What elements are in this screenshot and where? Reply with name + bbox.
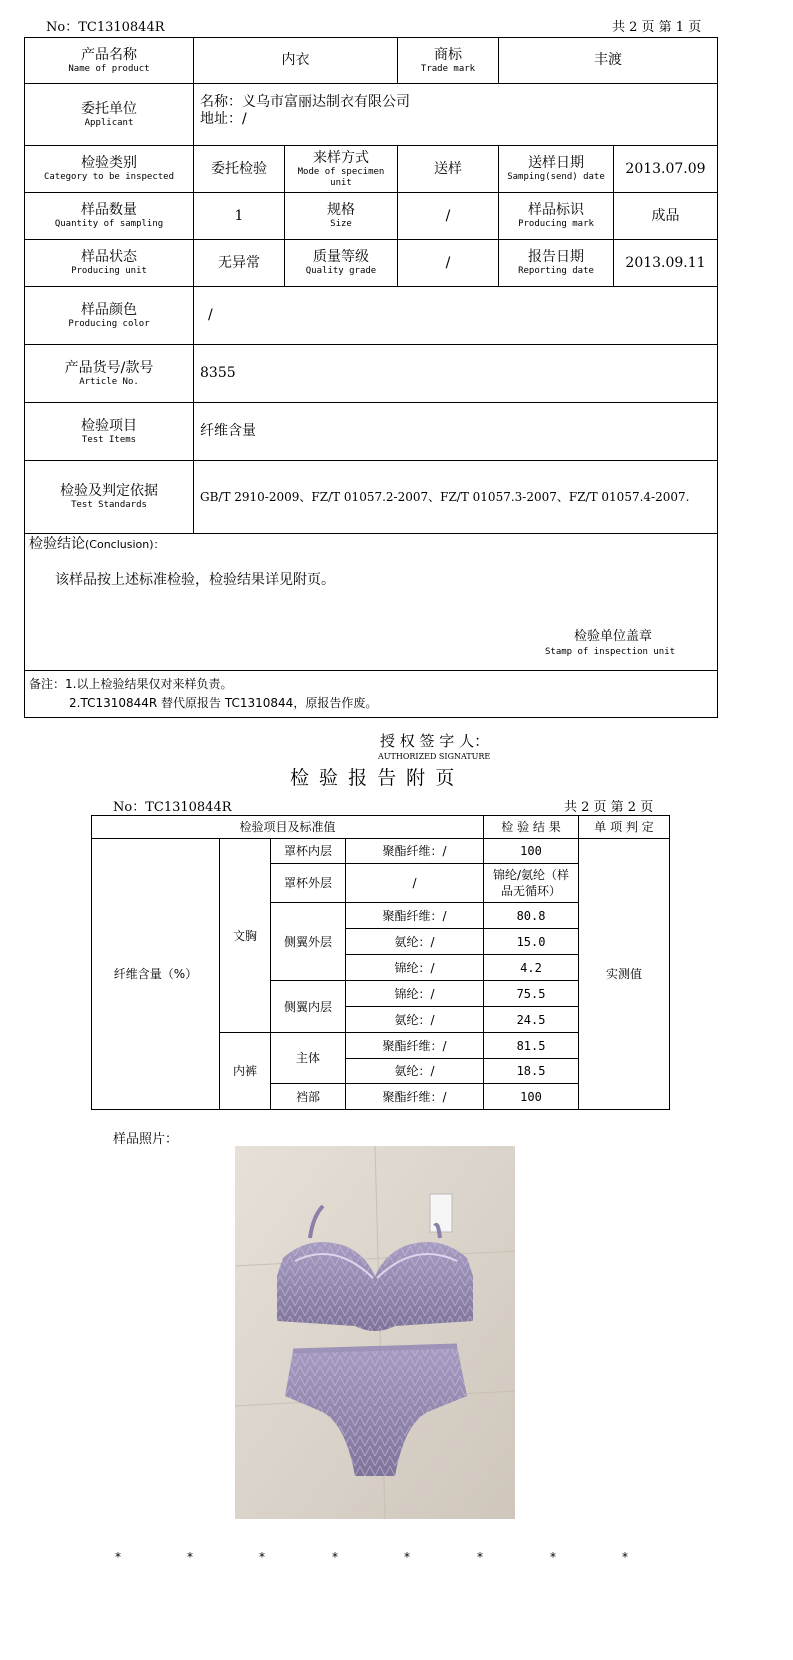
fiber-cell: 锦纶：/ xyxy=(346,981,484,1007)
conclusion-text: 该样品按上述标准检验，检验结果详见附页。 xyxy=(55,572,335,588)
end-mark: * xyxy=(550,1550,556,1564)
result-cell: 100 xyxy=(484,839,579,864)
result-cell: 18.5 xyxy=(484,1059,579,1084)
sampling-date-value: 2013.07.09 xyxy=(614,146,718,193)
end-mark: * xyxy=(477,1550,483,1564)
fiber-cell: 聚酯纤维：/ xyxy=(346,1033,484,1059)
mark-label: 样品标识 Producing mark xyxy=(499,193,614,240)
remarks-label: 备注： xyxy=(29,677,66,691)
table-row xyxy=(25,345,718,403)
fiber-cell: 聚酯纤维：/ xyxy=(346,903,484,929)
applicant-address: 地址：/ xyxy=(200,111,247,127)
end-mark: * xyxy=(115,1550,121,1564)
mode-label: 来样方式 Mode of specimen unit xyxy=(285,146,398,193)
result-cell: 81.5 xyxy=(484,1033,579,1059)
judgement-cell: 实测值 xyxy=(579,839,670,1110)
table-row xyxy=(25,403,718,461)
fiber-cell: 聚酯纤维：/ xyxy=(346,1084,484,1110)
end-mark: * xyxy=(622,1550,628,1564)
fiber-cell: 聚酯纤维：/ xyxy=(346,839,484,864)
applicant-value xyxy=(194,84,718,146)
fiber-cell: 氨纶：/ xyxy=(346,1007,484,1033)
table-row xyxy=(25,146,718,193)
report-info-table xyxy=(24,37,718,718)
result-cell: 80.8 xyxy=(484,903,579,929)
report-date-label: 报告日期 Reporting date xyxy=(499,240,614,287)
signature-label-en: AUTHORIZED SIGNATURE xyxy=(378,752,491,761)
state-label: 样品状态 Producing unit xyxy=(25,240,194,287)
sampling-date-label: 送样日期 Samping(send) date xyxy=(499,146,614,193)
table-row xyxy=(25,671,718,718)
result-cell: 锦纶/氨纶（样品无循环） xyxy=(484,864,579,903)
article-label: 产品货号/款号 Article No. xyxy=(25,345,194,403)
fiber-cell: 氨纶：/ xyxy=(346,1059,484,1084)
part-crotch: 裆部 xyxy=(271,1084,346,1110)
trade-mark-label: 商标 Trade mark xyxy=(398,38,499,84)
stamp-label-en: Stamp of inspection unit xyxy=(545,647,676,657)
size-label: 规格 Size xyxy=(285,193,398,240)
appendix-page-counter: 共 2 页 第 2 页 xyxy=(564,800,654,815)
result-cell: 15.0 xyxy=(484,929,579,955)
product-name-label: 产品名称 Name of product xyxy=(25,38,194,84)
tag-icon xyxy=(430,1194,452,1232)
part-side-inner: 侧翼内层 xyxy=(271,981,346,1033)
end-mark: * xyxy=(187,1550,193,1564)
fiber-cell: 锦纶：/ xyxy=(346,955,484,981)
header-result: 检 验 结 果 xyxy=(484,816,579,839)
end-mark: * xyxy=(404,1550,410,1564)
remark-1: 1.以上检验结果仅对来样负责。 xyxy=(65,677,233,691)
result-cell: 75.5 xyxy=(484,981,579,1007)
result-cell: 4.2 xyxy=(484,955,579,981)
part-cup-outer: 罩杯外层 xyxy=(271,864,346,903)
grade-value: / xyxy=(398,240,499,287)
report-number: No：TC1310844R xyxy=(46,20,165,35)
part-side-outer: 侧翼外层 xyxy=(271,903,346,981)
report-date-value: 2013.09.11 xyxy=(614,240,718,287)
conclusion-label: 检验结论(Conclusion)： xyxy=(29,536,165,552)
quantity-value: 1 xyxy=(194,193,285,240)
end-mark: * xyxy=(259,1550,265,1564)
appendix-title: 检 验 报 告 附 页 xyxy=(290,767,457,789)
quantity-label: 样品数量 Quantity of sampling xyxy=(25,193,194,240)
page-counter: 共 2 页 第 1 页 xyxy=(612,20,702,35)
state-value: 无异常 xyxy=(194,240,285,287)
table-row xyxy=(25,534,718,671)
table-row xyxy=(25,461,718,534)
remarks-cell xyxy=(25,671,718,718)
photo-label: 样品照片： xyxy=(113,1132,179,1147)
product-name-value: 内衣 xyxy=(194,38,398,84)
remark-2: 2.TC1310844R 替代原报告 TC1310844，原报告作废。 xyxy=(69,696,378,710)
color-label: 样品颜色 Producing color xyxy=(25,287,194,345)
signature-label: 授 权 签 字 人： xyxy=(380,732,490,750)
category-label: 检验类别 Category to be inspected xyxy=(25,146,194,193)
fiber-cell: / xyxy=(346,864,484,903)
trade-mark-value: 丰渡 xyxy=(499,38,718,84)
item-cell: 纤维含量（%） xyxy=(92,839,220,1110)
fiber-cell: 氨纶：/ xyxy=(346,929,484,955)
header-item: 检验项目及标准值 xyxy=(92,816,484,839)
table-row xyxy=(92,839,670,864)
group-panty: 内裤 xyxy=(220,1033,271,1110)
header-judgement: 单 项 判 定 xyxy=(579,816,670,839)
group-bra: 文胸 xyxy=(220,839,271,1033)
applicant-name: 名称：义乌市富丽达制衣有限公司 xyxy=(200,94,410,110)
mode-value: 送样 xyxy=(398,146,499,193)
items-label: 检验项目 Test Items xyxy=(25,403,194,461)
appendix-report-number: No：TC1310844R xyxy=(113,800,232,815)
table-row xyxy=(25,240,718,287)
standards-value: GB/T 2910-2009、FZ/T 01057.2-2007、FZ/T 01057.3-2007、FZ/T 01057.4-2007. xyxy=(194,461,718,534)
table-row xyxy=(25,38,718,84)
conclusion-cell xyxy=(25,534,718,671)
grade-label: 质量等级 Quality grade xyxy=(285,240,398,287)
applicant-label: 委托单位 Applicant xyxy=(25,84,194,146)
result-cell: 100 xyxy=(484,1084,579,1110)
table-header-row xyxy=(92,816,670,839)
table-row xyxy=(25,193,718,240)
sample-photo xyxy=(235,1146,515,1519)
end-mark: * xyxy=(332,1550,338,1564)
size-value: / xyxy=(398,193,499,240)
part-body: 主体 xyxy=(271,1033,346,1084)
result-cell: 24.5 xyxy=(484,1007,579,1033)
article-value: 8355 xyxy=(194,345,718,403)
color-value: / xyxy=(194,287,718,345)
part-cup-inner: 罩杯内层 xyxy=(271,839,346,864)
mark-value: 成品 xyxy=(614,193,718,240)
standards-label: 检验及判定依据 Test Standards xyxy=(25,461,194,534)
fiber-content-table xyxy=(91,815,670,1110)
table-row xyxy=(25,84,718,146)
category-value: 委托检验 xyxy=(194,146,285,193)
items-value: 纤维含量 xyxy=(194,403,718,461)
stamp-label: 检验单位盖章 xyxy=(574,629,653,644)
table-row xyxy=(25,287,718,345)
